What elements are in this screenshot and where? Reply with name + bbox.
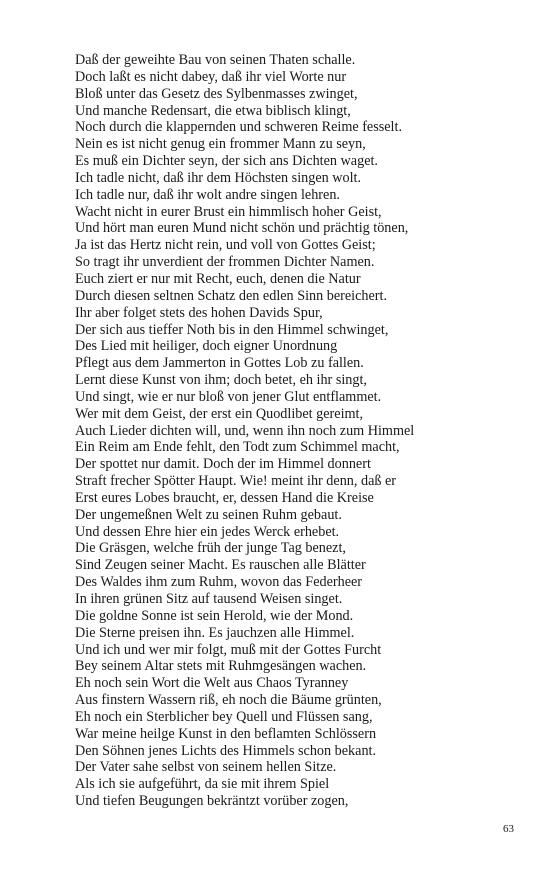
verse-line: Die Gräsgen, welche früh der junge Tag benezt, — [75, 540, 346, 557]
verse-line: Die goldne Sonne ist sein Herold, wie der Mond. — [75, 607, 354, 624]
verse-line: Ihr aber folget stets des hohen Davids Spur, — [75, 304, 323, 321]
verse-line: Der sich aus tieffer Noth bis in den Himmel schwinget, — [75, 321, 389, 338]
verse-line: Pflegt aus dem Jammerton in Gottes Lob zu fallen. — [75, 355, 364, 372]
verse-line: Den Söhnen jenes Lichts des Himmels schon bekant. — [75, 742, 377, 759]
verse-line: Nein es ist nicht genug ein frommer Mann zu seyn, — [75, 136, 366, 153]
verse-line: Durch diesen seltnen Schatz den edlen Sinn bereichert. — [75, 287, 388, 304]
verse-line: Und manche Redensart, die etwa biblisch klingt, — [75, 102, 351, 119]
verse-line: Eh noch ein Sterblicher bey Quell und Flüssen sang, — [75, 708, 373, 725]
verse-line: Ich tadle nicht, daß ihr dem Höchsten singen wolt. — [75, 169, 362, 186]
verse-line: Ein Reim am Ende fehlt, den Todt zum Schimmel macht, — [75, 439, 400, 456]
verse-line: Lernt diese Kunst von ihm; doch betet, eh ihr singt, — [75, 372, 367, 389]
verse-line: Aus finstern Wassern riß, eh noch die Bäume grünten, — [75, 692, 382, 709]
verse-line: Wer mit dem Geist, der erst ein Quodlibet gereimt, — [75, 405, 364, 422]
verse-line: Sind Zeugen seiner Macht. Es rauschen alle Blätter — [75, 557, 366, 574]
verse-line: Noch durch die klappernden und schweren Reime fesselt. — [75, 119, 402, 136]
verse-line: Ich tadle nur, daß ihr wolt andre singen lehren. — [75, 186, 340, 203]
verse-line: Des Lied mit heiliger, doch eigner Unordnung — [75, 338, 338, 355]
verse-line: Wacht nicht in eurer Brust ein himmlisch hoher Geist, — [75, 203, 382, 220]
verse-line: Als ich sie aufgeführt, da sie mit ihrem Spiel — [75, 776, 330, 793]
verse-line: War meine heilge Kunst in den beflamten Schlössern — [75, 725, 377, 742]
verse-line: Bey seinem Altar stets mit Ruhmgesängen wachen. — [75, 658, 367, 675]
verse-line: Bloß unter das Gesetz des Sylbenmasses zwinget, — [75, 85, 358, 102]
verse-line: Daß der geweihte Bau von seinen Thaten schalle. — [75, 52, 356, 68]
verse-line: Der Vater sahe selbst von seinem hellen Sitze. — [75, 759, 337, 776]
verse-line: Auch Lieder dichten will, und, wenn ihn noch zum Himmel — [75, 422, 415, 439]
verse-line: Euch ziert er nur mit Recht, euch, denen die Natur — [75, 270, 361, 287]
verse-line: Der spottet nur damit. Doch der im Himmel donnert — [75, 456, 371, 473]
verse-line: Doch laßt es nicht dabey, daß ihr viel Worte nur — [75, 68, 347, 85]
verse-line: Die Sterne preisen ihn. Es jauchzen alle Himmel. — [75, 624, 355, 641]
verse-line: Des Waldes ihm zum Ruhm, wovon das Federheer — [75, 574, 363, 591]
verse-line: Und singt, wie er nur bloß von jener Glut entflammet. — [75, 388, 382, 405]
verse-line: Der ungemeßnen Welt zu seinen Ruhm gebaut. — [75, 506, 342, 523]
verse-line: Ja ist das Hertz nicht rein, und voll von Gottes Geist; — [75, 237, 376, 254]
verse-line: Eh noch sein Wort die Welt aus Chaos Tyranney — [75, 675, 349, 692]
verse-line: Und ich und wer mir folgt, muß mit der Gottes Furcht — [75, 641, 382, 658]
verse-line: Und dessen Ehre hier ein jedes Werck erhebet. — [75, 523, 340, 540]
verse-line: Straft frecher Spötter Haupt. Wie! meint ihr denn, daß er — [75, 473, 397, 490]
verse-line: Es muß ein Dichter seyn, der sich ans Dichten waget. — [75, 153, 378, 170]
verse-line: So tragt ihr unverdient der frommen Dichter Namen. — [75, 254, 375, 271]
verse-line: In ihren grünen Sitz auf tausend Weisen singet. — [75, 591, 343, 607]
page-number: 63 — [503, 823, 514, 835]
verse-line: Und tiefen Beugungen bekräntzt vorüber zogen, — [75, 793, 349, 810]
poem-text — [75, 52, 535, 810]
verse-line: Erst eures Lobes braucht, er, dessen Hand die Kreise — [75, 489, 374, 506]
verse-line: Und hört man euren Mund nicht schön und prächtig tönen, — [75, 220, 409, 237]
